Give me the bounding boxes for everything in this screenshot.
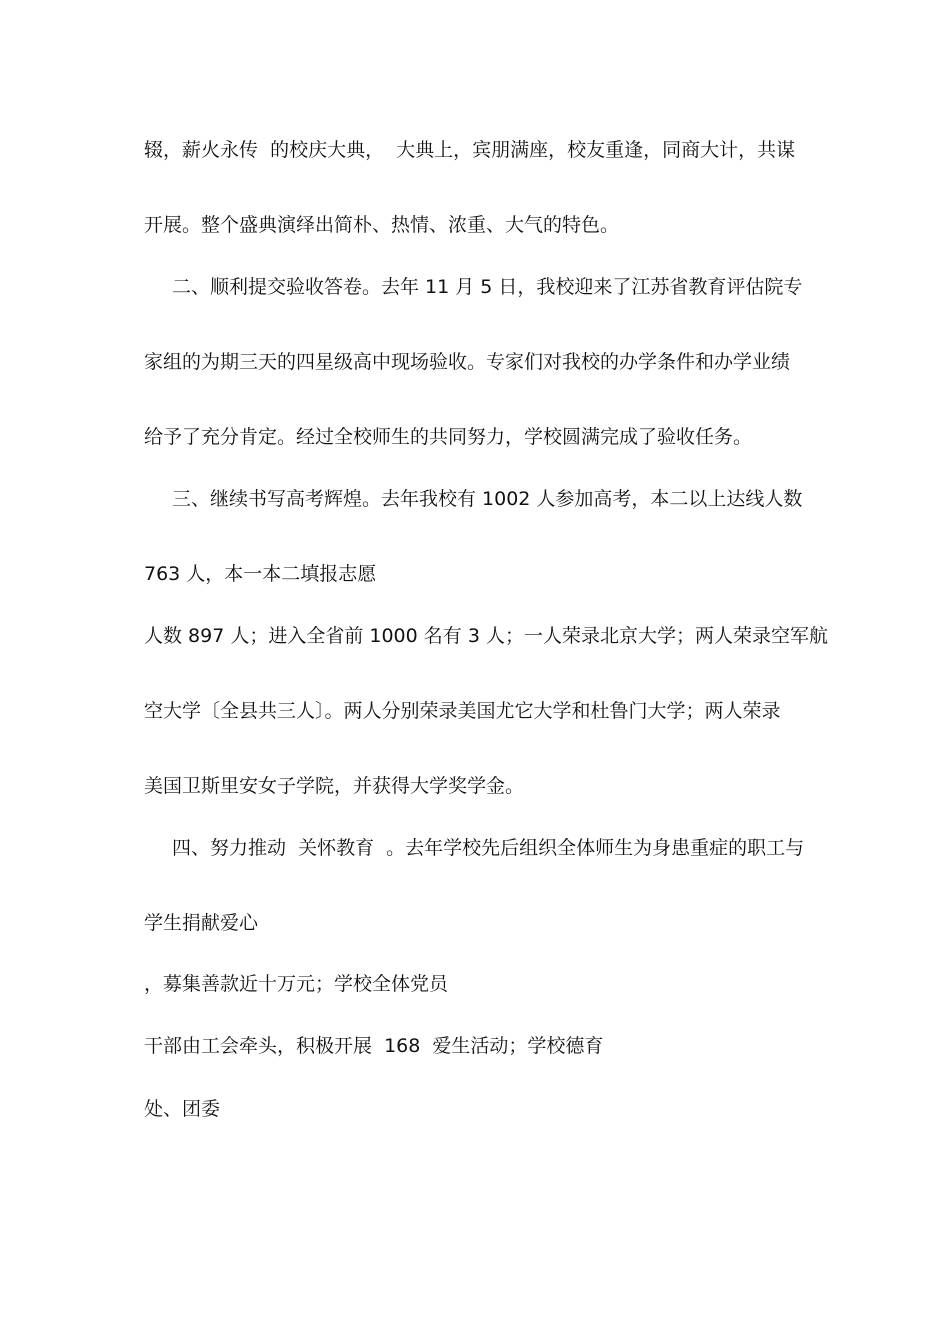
text-line-1: 辍，薪火永传 的校庆大典， 大典上，宾朋满座，校友重逢，同商大计，共谋 <box>144 139 796 161</box>
text-line-7: 763 人，本一本二填报志愿 <box>144 563 377 585</box>
text-line-10: 美国卫斯里安女子学院，并获得大学奖学金。 <box>144 775 525 797</box>
text-line-2: 开展。整个盛典演绎出简朴、热情、浓重、大气的特色。 <box>144 214 620 236</box>
text-line-8: 人数 897 人；进入全省前 1000 名有 3 人；一人荣录北京大学；两人荣录空军航 <box>144 625 828 647</box>
text-line-14: 干部由工会牵头，积极开展 168 爱生活动；学校德育 <box>144 1035 604 1057</box>
paragraph-4-line-1: 四、努力推动 关怀教育 。去年学校先后组织全体师生为身患重症的职工与 <box>172 837 805 859</box>
text-line-15: 处、团委 <box>144 1098 221 1120</box>
paragraph-2-line-1: 二、顺利提交验收答卷。去年 11 月 5 日，我校迎来了江苏省教育评估院专 <box>172 276 803 298</box>
text-line-9: 空大学〔全县共三人〕。两人分别荣录美国尤它大学和杜鲁门大学；两人荣录 <box>144 700 781 722</box>
text-line-13: ，募集善款近十万元；学校全体党员 <box>144 973 449 995</box>
text-line-4: 家组的为期三天的四星级高中现场验收。专家们对我校的办学条件和办学业绩 <box>144 351 791 373</box>
text-line-12: 学生捐献爱心 <box>144 912 259 934</box>
paragraph-3-line-1: 三、继续书写高考辉煌。去年我校有 1002 人参加高考，本二以上达线人数 <box>172 488 803 510</box>
text-line-5: 给予了充分肯定。经过全校师生的共同努力，学校圆满完成了验收任务。 <box>144 426 753 448</box>
